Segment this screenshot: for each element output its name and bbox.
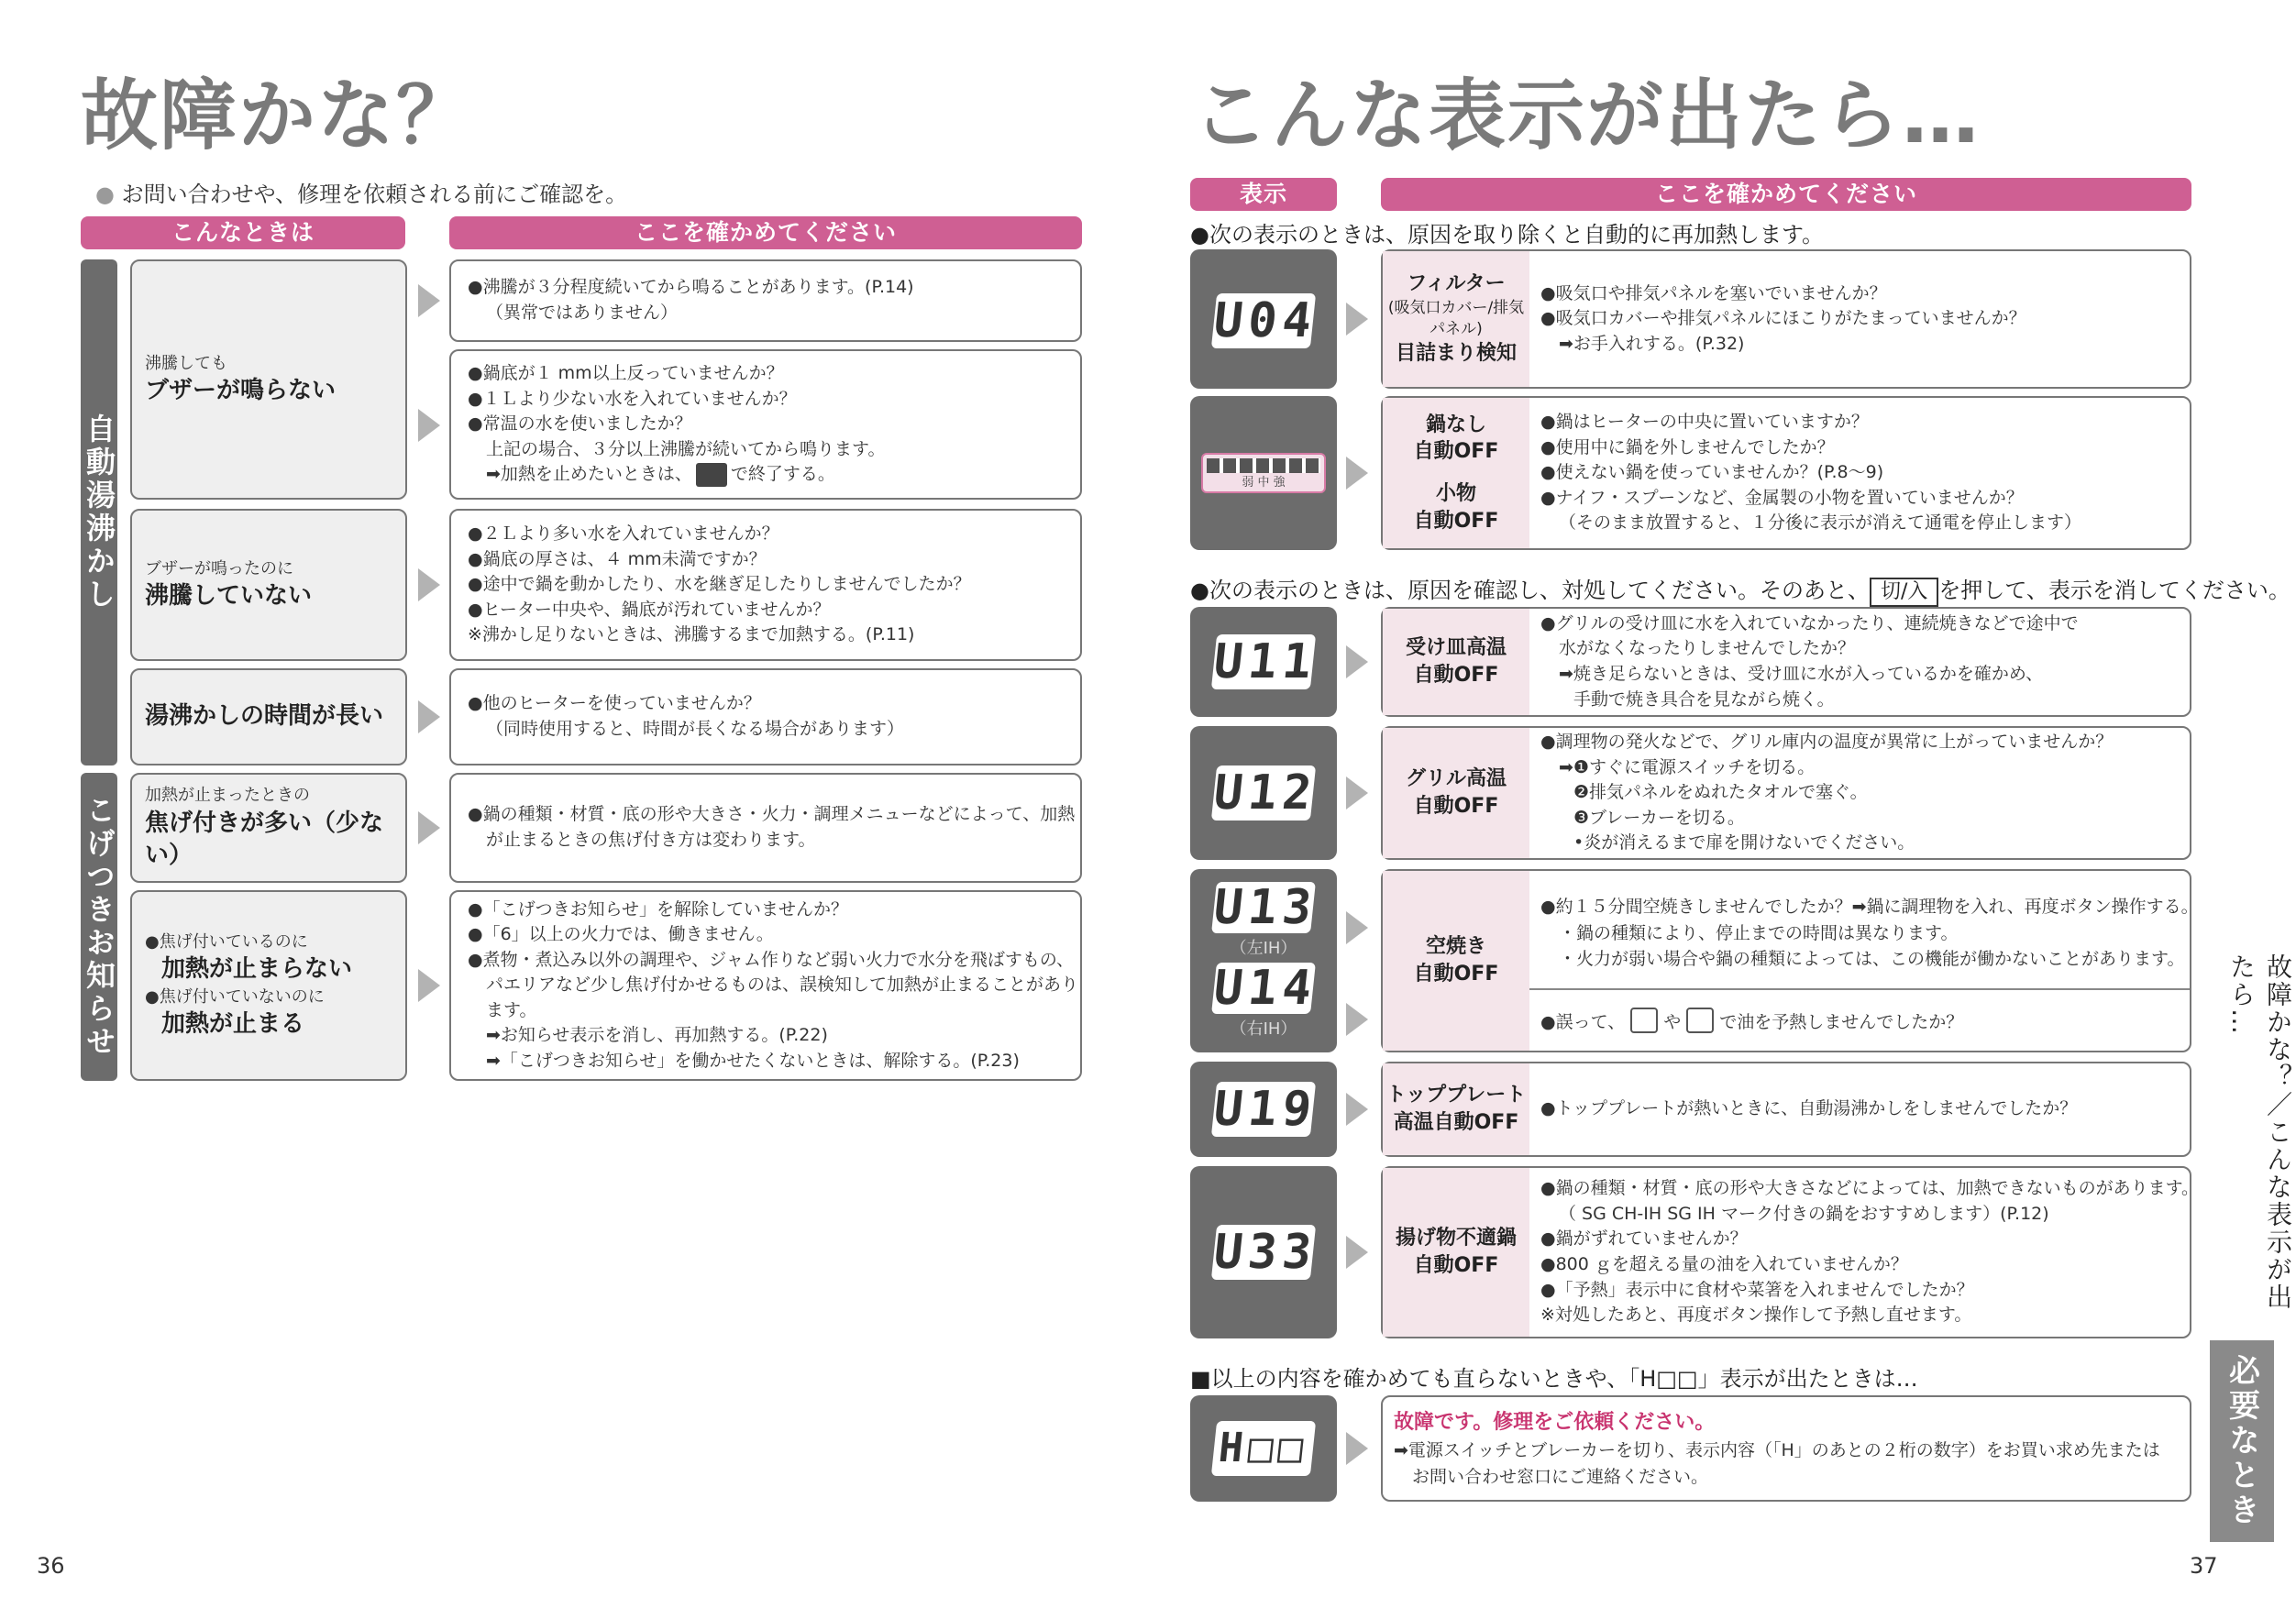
question-burn-amount: 加熱が止まったときの 焦げ付きが多い（少ない）: [130, 773, 407, 883]
card-u12: グリル高温 自動OFF ●調理物の発火などで、グリル庫内の温度が異常に上がっていませんか？ ➡❶すぐに電源スイッチを切る。 ❷排気パネルをぬれたタオルで塞ぐ。 ❸ブレーカーを切る。 •炎が消えるまで扉を開けないでください。: [1381, 726, 2191, 860]
question-boil-time-long: 湯沸かしの時間が長い: [130, 668, 407, 765]
left-page-title: 故障かな？: [81, 71, 476, 160]
display-u13-u14: U13 （左IH） U14 （右IH）: [1190, 869, 1337, 1052]
bullet-icon: ●: [95, 182, 115, 207]
right-page-title: こんな表示が出たら…: [1192, 71, 1981, 160]
intro-text: [95, 176, 627, 208]
header-display: 表示: [1190, 178, 1337, 211]
level-label: 弱 中 強: [1242, 476, 1286, 490]
answer-box: ●２Ｌより多い水を入れていませんか？ ●鍋底の厚さは、４ mm未満ですか？ ●途中で鍋を動かしたり、水を継ぎ足したりしませんでしたか？ ●ヒーター中央や、鍋底が汚れていませんか？ ※沸かし足りないときは、沸騰するまで加熱する。(P.11): [449, 509, 1082, 661]
display-u19: U19: [1190, 1062, 1337, 1157]
preheat-button-icon: [1630, 1008, 1658, 1033]
heat-level-indicator: [1201, 453, 1326, 493]
answer-box: ●鍋の種類・材質・底の形や大きさ・火力・調理メニューなどによって、加熱 が止まるときの焦げ付き方は変わります。: [449, 773, 1082, 883]
display-no-pot: [1190, 396, 1337, 550]
arrow-right-icon: [1346, 1432, 1368, 1465]
arrow-right-icon: [418, 811, 440, 844]
question-heating-stop: ●焦げ付いているのに 加熱が止まらない ●焦げ付いていないのに 加熱が止まる: [130, 890, 407, 1081]
card-h: 故障です。修理をご依頼ください。 ➡電源スイッチとブレーカーを切り、表示内容（「H」のあとの２桁の数字）をお買い求め先または お問い合わせ窓口にご連絡ください。: [1381, 1395, 2191, 1502]
card-u11: 受け皿高温 自動OFF ●グリルの受け皿に水を入れていなかったり、連続焼きなどで途中で 水がなくなったりしませんでしたか？ ➡焼き足らないときは、受け皿に水が入っているかを確かめ、 手動で焼き具合を見ながら焼く。: [1381, 607, 2191, 717]
arrow-right-icon: [418, 409, 440, 442]
page-number-right: 37: [2190, 1553, 2218, 1579]
display-u12: U12: [1190, 726, 1337, 860]
arrow-right-icon: [418, 568, 440, 601]
answer-box: ●他のヒーターを使っていませんか？ （同時使用すると、時間が長くなる場合があります）: [449, 668, 1082, 765]
question-large: ブザーが鳴らない: [145, 377, 337, 405]
answer-box: ●沸騰が３分程度続いてから鳴ることがあります。(P.14) （異常ではありません）: [449, 259, 1082, 342]
arrow-right-icon: [1346, 911, 1368, 944]
card-u33: 揚げ物不適鍋 自動OFF ●鍋の種類・材質・底の形や大きさなどによっては、加熱できないものがあります。 （ SG CH-IH SG IH マーク付きの鍋をおすすめします）(P.12) ●鍋がずれていませんか？ ●800 ｇを超える量の油を入れていませんか？ ●「予熱」表示中に食材や菜箸を入れませんでしたか？ ※対処したあと、再度ボタン操作して予熱し直せます。: [1381, 1166, 2191, 1338]
section-auto-reheat: ●次の表示のときは、原因を取り除くと自動的に再加熱します。: [1190, 222, 1825, 248]
card-u19: トッププレート 高温自動OFF ●トッププレートが熱いときに、自動湯沸かしをしませんでしたか？: [1381, 1062, 2191, 1157]
on-off-key: 切/入: [1870, 578, 1938, 607]
header-check-right: ここを確かめてください: [1381, 178, 2191, 211]
tab-koge-notice: こげつきお知らせ: [81, 773, 117, 1081]
display-u04: [1190, 249, 1337, 389]
question-small: 沸騰しても: [145, 353, 227, 373]
failure-message: 故障です。修理をご依頼ください。: [1394, 1411, 1716, 1434]
arrow-right-icon: [418, 700, 440, 733]
arrow-right-icon: [1346, 1003, 1368, 1036]
arrow-right-icon: [1346, 645, 1368, 678]
section-confirm-action: ●次の表示のときは、原因を確認し、対処してください。そのあと、 切/入 を押して、表示を消してください。: [1190, 572, 2290, 607]
arrow-right-icon: [1346, 776, 1368, 810]
header-when: こんなときは: [81, 216, 405, 249]
arrow-right-icon: [418, 284, 440, 317]
card-u04: フィルター (吸気口カバー/排気パネル) 目詰まり検知 ●吸気口や排気パネルを塞いでいませんか？ ●吸気口カバーや排気パネルにほこりがたまっていませんか？ ➡お手入れする。(P.32): [1381, 249, 2191, 389]
arrow-right-icon: [418, 969, 440, 1002]
page-number-left: 36: [37, 1553, 65, 1579]
lcd-code: U04: [1210, 293, 1320, 348]
arrow-right-icon: [1346, 303, 1368, 336]
card-no-pot: 鍋なし 自動OFF 小物 自動OFF ●鍋はヒーターの中央に置いていますか？ ●使用中に鍋を外しませんでしたか？ ●使えない鍋を使っていませんか？(P.8〜9) ●ナイフ・スプーンなど、金属製の小物を置いていませんか？ （そのまま放置すると、１分後に表示が消えて通電を停止します）: [1381, 396, 2191, 550]
preheat-button-icon: [1686, 1008, 1714, 1033]
question-not-boiling: ブザーが鳴ったのに 沸騰していない: [130, 509, 407, 661]
display-u33: U33: [1190, 1166, 1337, 1338]
arrow-right-icon: [1346, 457, 1368, 490]
display-h: H□□: [1190, 1395, 1337, 1502]
section-failure: ■以上の内容を確かめても直らないときや、「H□□」表示が出たときは…: [1190, 1366, 1918, 1392]
tab-auto-boil: 自動湯沸かし: [81, 259, 117, 765]
answer-box: ●鍋底が１ mm以上反っていませんか？ ●１Ｌより少ない水を入れていませんか？ ●常温の水を使いましたか？ 上記の場合、３分以上沸騰が続いてから鳴ります。 ➡加熱を止めたいときは、 で終了する。: [449, 349, 1082, 500]
side-index-tab: 必要なとき: [2210, 1340, 2274, 1542]
card-u13-u14: 空焼き 自動OFF ●約１５分間空焼きしませんでしたか？➡鍋に調理物を入れ、再度ボタン操作する。 ・鍋の種類により、停止までの時間は異なります。 ・火力が弱い場合や鍋の種類によっては、この機能が働かないことがあります。 ●誤って、 や で油を予熱しませんでしたか？: [1381, 869, 2191, 1052]
arrow-right-icon: [1346, 1236, 1368, 1269]
answer-box: ●「こげつきお知らせ」を解除していませんか？ ●「6」以上の火力では、働きません。 ●煮物・煮込み以外の調理や、ジャム作りなど弱い火力で水分を飛ばすもの、 パエリアなど少し焦げ付かせるものは、誤検知して加熱が止まることがあり ます。 ➡お知らせ表示を消し、再加熱する。(P.22) ➡「こげつきお知らせ」を働かせたくないときは、解除する。(P.23): [449, 890, 1082, 1081]
level-segments: [1207, 458, 1320, 473]
arrow-right-icon: [1346, 1093, 1368, 1126]
display-u11: U11: [1190, 607, 1337, 717]
question-buzzer-not-ringing: [130, 259, 407, 500]
header-check: ここを確かめてください: [449, 216, 1082, 249]
intro-label: お問い合わせや、修理を依頼される前にご確認を。: [121, 182, 628, 207]
side-index-text: 故障かな？／こんな表示が出たら…: [2226, 953, 2293, 1311]
stop-button-icon: [696, 463, 727, 487]
